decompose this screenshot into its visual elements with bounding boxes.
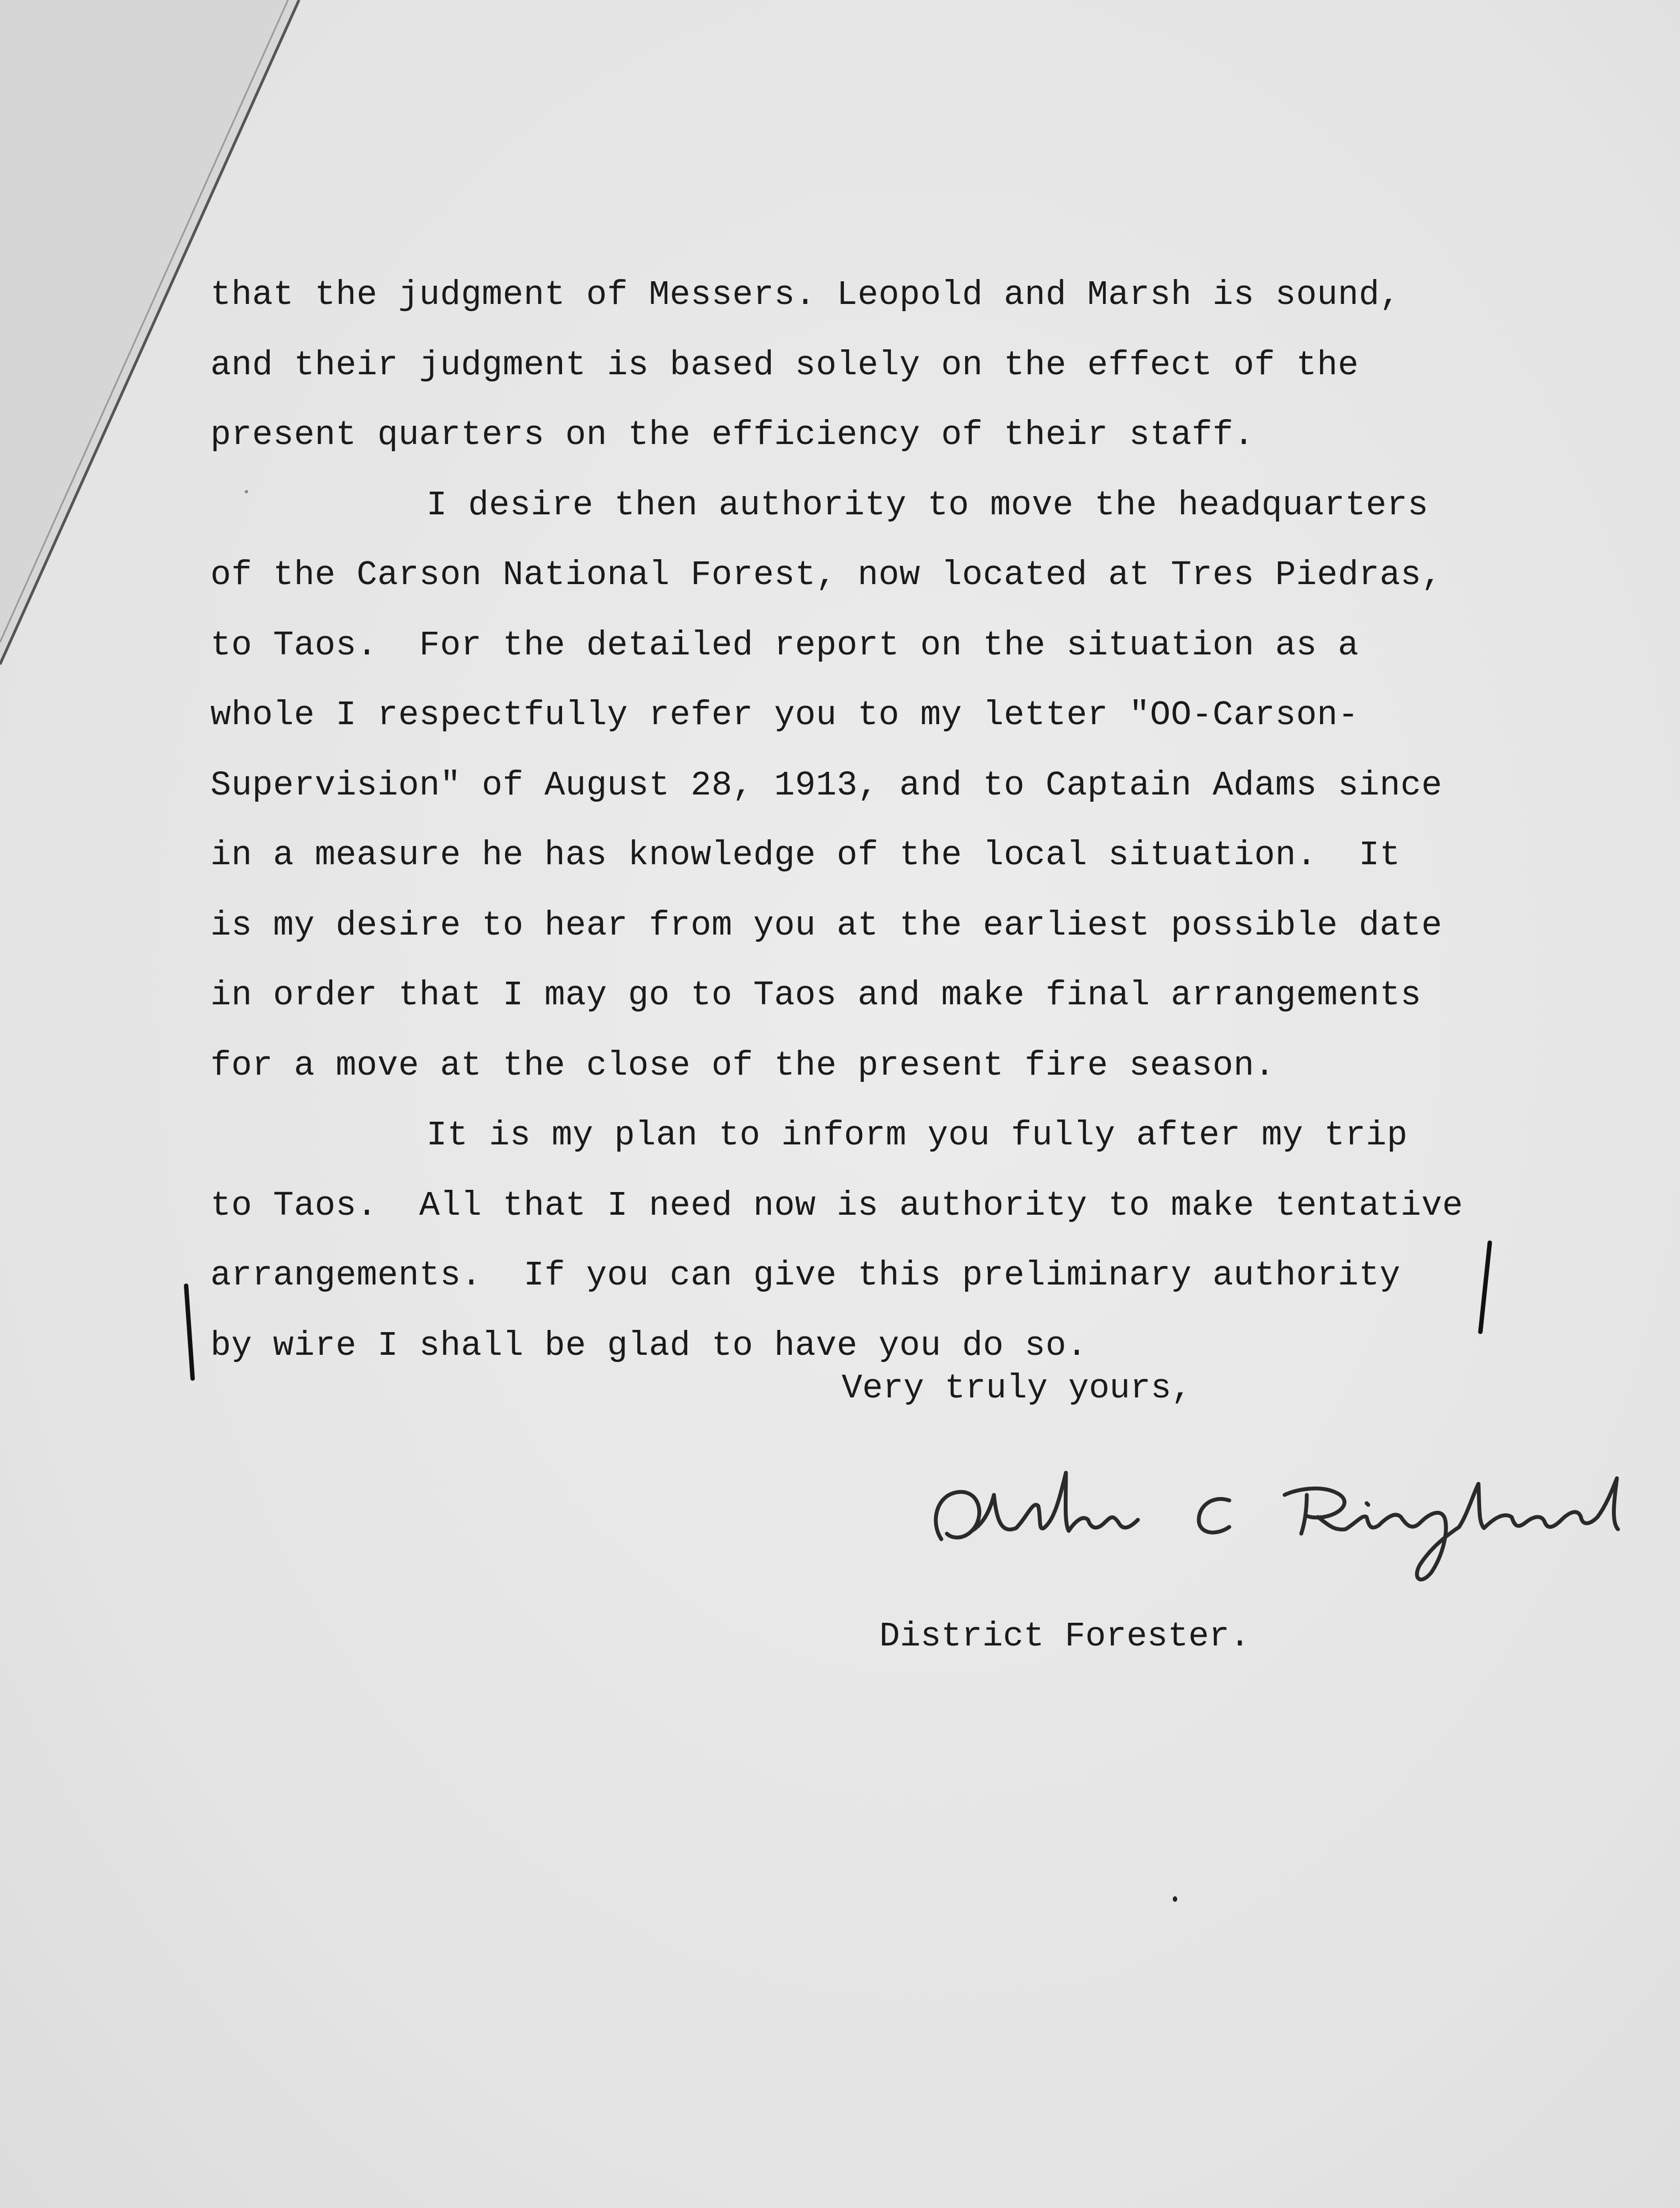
letter-line: to Taos. All that I need now is authority to make tentative — [210, 1185, 1463, 1225]
paper-speck — [1173, 1896, 1177, 1902]
letter-line: in a measure he has knowledge of the local situation. It — [210, 835, 1401, 875]
letter-line: and their judgment is based solely on the effect of the — [210, 345, 1359, 385]
letter-line: of the Carson National Forest, now located at Tres Piedras, — [210, 555, 1442, 595]
letter-line: Supervision" of August 28, 1913, and to Captain Adams since — [210, 765, 1442, 805]
letter-line: I desire then authority to move the headquarters — [426, 485, 1429, 525]
handwritten-signature — [919, 1462, 1645, 1595]
letter-line: to Taos. For the detailed report on the situation as a — [210, 625, 1359, 665]
letter-line: It is my plan to inform you fully after my trip — [426, 1116, 1408, 1155]
letter-line: in order that I may go to Taos and make final arrangements — [210, 976, 1421, 1015]
letter-line: for a move at the close of the present fire season. — [210, 1045, 1276, 1085]
letter-line: is my desire to hear from you at the earliest possible date — [210, 905, 1442, 945]
letter-line: by wire I shall be glad to have you do so. — [210, 1325, 1088, 1365]
letter-line: present quarters on the efficiency of their staff. — [210, 415, 1255, 455]
letter-line: whole I respectfully refer you to my letter "OO-Carson- — [210, 695, 1359, 735]
letter-line: that the judgment of Messers. Leopold and Marsh is sound, — [210, 275, 1401, 314]
paper-speck — [245, 490, 248, 493]
closing-salutation: Very truly yours, — [842, 1369, 1192, 1408]
letter-body — [210, 260, 1539, 1381]
letter-line: arrangements. If you can give this preliminary authority — [210, 1256, 1401, 1295]
signer-title: District Forester. — [879, 1617, 1250, 1656]
